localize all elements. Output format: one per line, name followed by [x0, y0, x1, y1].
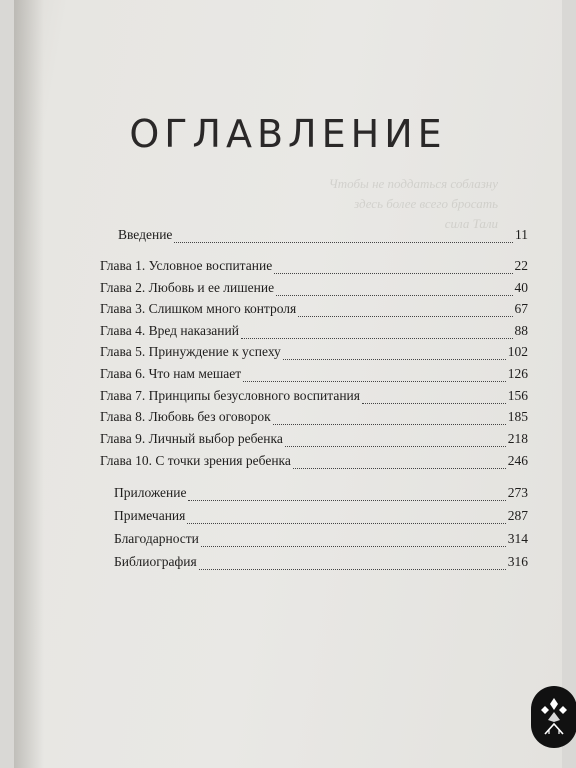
toc-entry-label: Глава 6. Что нам мешает	[100, 366, 242, 381]
toc-entry-chapter	[100, 388, 528, 408]
toc-entry-label: Глава 7. Принципы безусловного воспитания	[100, 388, 360, 403]
toc-entry-appendix	[114, 508, 528, 528]
toc-entry-label: Примечания	[114, 508, 186, 523]
toc-entry-page: 156	[507, 388, 528, 403]
toc-entry-label: Приложение	[114, 485, 187, 500]
dot-leader	[201, 536, 506, 547]
toc-entry-page: 273	[507, 485, 528, 500]
toc-entry-page: 314	[507, 531, 528, 546]
toc-entry-label: Введение	[118, 227, 173, 242]
toc-entry-chapter	[100, 431, 528, 451]
dot-leader	[274, 263, 512, 274]
dot-leader	[241, 328, 513, 339]
dot-leader	[285, 436, 506, 447]
toc-entry-chapter	[100, 453, 528, 473]
toc-entry-page: 22	[514, 258, 528, 273]
toc-entry-page: 88	[514, 323, 528, 338]
toc-entry-label: Глава 8. Любовь без оговорок	[100, 409, 271, 424]
toc-entry-page: 102	[507, 344, 528, 359]
dot-leader	[276, 285, 512, 296]
toc-entry-label: Благодарности	[114, 531, 199, 546]
ghost-line: сила Тали	[444, 216, 498, 231]
toc-entry-label: Глава 2. Любовь и ее лишение	[100, 280, 275, 295]
dot-leader	[188, 490, 505, 501]
toc-entry-page: 40	[514, 280, 528, 295]
table-of-contents	[14, 0, 562, 768]
dot-leader	[273, 414, 506, 425]
toc-entry-page: 67	[514, 301, 528, 316]
toc-entry-label: Глава 3. Слишком много контроля	[100, 301, 297, 316]
toc-entry-page: 126	[507, 366, 528, 381]
toc-entry-chapter	[100, 344, 528, 364]
toc-entry-appendix	[114, 554, 528, 574]
toc-entry-label: Глава 1. Условное воспитание	[100, 258, 273, 273]
toc-entry-label: Глава 9. Личный выбор ребенка	[100, 431, 283, 446]
dot-leader	[362, 393, 506, 404]
toc-entry-page: 11	[515, 227, 528, 242]
toc-entry-page: 185	[507, 409, 528, 424]
toc-entry-page: 218	[507, 431, 528, 446]
toc-entry-label: Глава 10. С точки зрения ребенка	[100, 453, 291, 468]
dot-leader	[199, 559, 506, 570]
ghost-line: здесь более всего бросать	[354, 196, 498, 211]
toc-entry-label: Глава 5. Принуждение к успеху	[100, 344, 281, 359]
dot-leader	[174, 232, 513, 243]
toc-entry-chapter	[100, 323, 528, 343]
dot-leader	[283, 349, 506, 360]
toc-entry-chapter	[100, 301, 528, 321]
toc-entry-label: Глава 4. Вред наказаний	[100, 323, 239, 338]
toc-entry-chapter	[100, 280, 528, 300]
ghost-line: Чтобы не поддаться соблазну	[328, 176, 498, 191]
toc-entry-chapter	[100, 258, 528, 278]
watermark-logo-icon	[531, 686, 576, 748]
toc-entry-chapter	[100, 366, 528, 386]
dot-leader	[187, 513, 505, 524]
toc-entry-page: 287	[507, 508, 528, 523]
toc-entry-intro	[118, 227, 528, 247]
toc-entry-appendix	[114, 531, 528, 551]
toc-entry-label: Библиография	[114, 554, 197, 569]
dot-leader	[293, 458, 506, 469]
toc-entry-chapter	[100, 409, 528, 429]
toc-entry-page: 246	[507, 453, 528, 468]
dot-leader	[243, 371, 506, 382]
dot-leader	[298, 306, 512, 317]
book-page	[14, 0, 562, 768]
toc-entry-page: 316	[507, 554, 528, 569]
page-title: ОГЛАВЛЕНИЕ	[129, 112, 447, 156]
toc-entry-appendix	[114, 485, 528, 505]
